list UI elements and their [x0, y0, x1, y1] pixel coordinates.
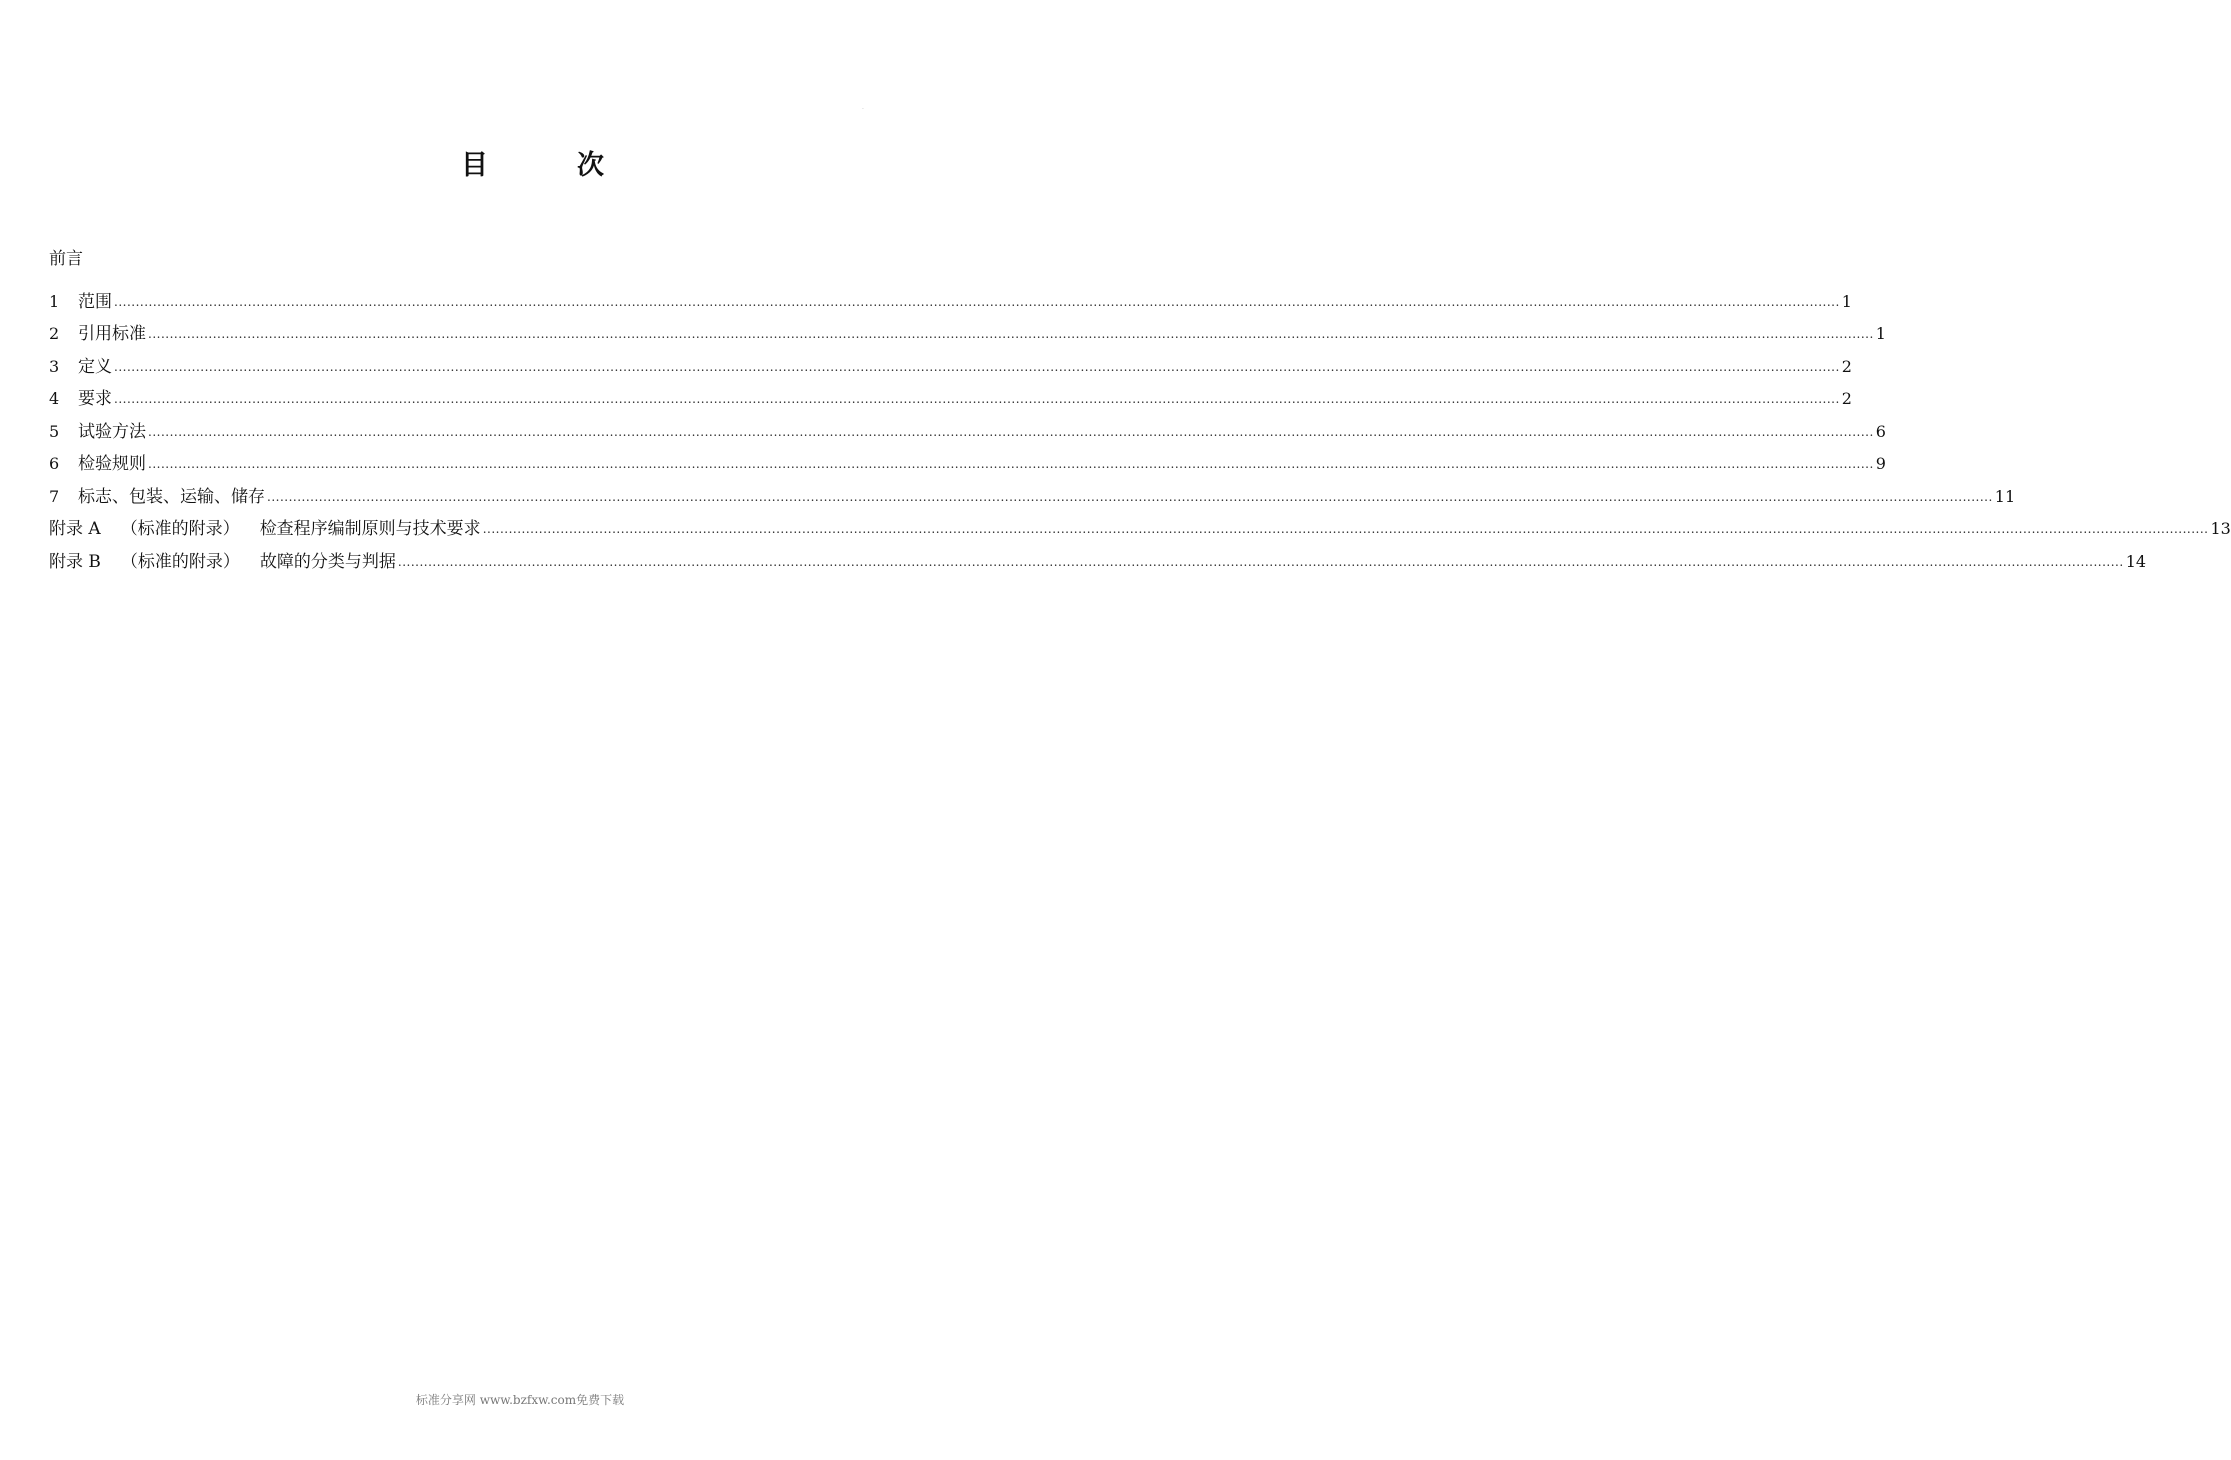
toc-entry-number: 1: [49, 291, 60, 311]
toc-entry-page: 1: [1875, 324, 1886, 343]
leader-dots: ................................................................................................................................................................................................................................................................................................................................................................................................................: [267, 489, 1993, 504]
toc-preface[interactable]: 前言: [49, 249, 83, 269]
appendix-page: 14: [2125, 551, 2147, 571]
scan-mark: .: [862, 104, 864, 111]
title-char-1: 目: [461, 150, 488, 181]
toc-entry-number: 4: [49, 389, 60, 408]
toc-entry-3[interactable]: [49, 344, 1852, 377]
page-title: [0, 143, 950, 183]
toc-entry-label: 要求: [78, 389, 112, 409]
leader-dots: ................................................................................................................................................................................................................................................................................................................................................................................................................: [148, 327, 1874, 341]
toc-entry-page: 11: [1994, 486, 2016, 506]
appendix-prefix: 附录 A: [49, 519, 101, 539]
toc-appendix-a[interactable]: [49, 507, 2231, 540]
toc-entry-page: 9: [1875, 454, 1886, 473]
toc-entry-number: 5: [49, 421, 60, 441]
leader-dots: ................................................................................................................................................................................................................................................................................................................................................................................................................: [114, 392, 1840, 406]
toc-entry-page: 1: [1841, 291, 1852, 311]
appendix-page: 13: [2210, 519, 2231, 538]
appendix-label: 检查程序编制原则与技术要求: [259, 519, 481, 539]
appendix-prefix: 附录 B: [49, 551, 101, 572]
leader-dots: ................................................................................................................................................................................................................................................................................................................................................................................................................: [148, 424, 1874, 439]
toc-entry-number: 2: [49, 324, 60, 343]
appendix-kind: （标准的附录）: [120, 519, 240, 539]
toc-entry-number: 7: [49, 486, 60, 506]
toc-entry-label: 标志、包装、运输、储存: [78, 486, 265, 507]
appendix-label: 故障的分类与判据: [259, 551, 396, 572]
toc-entry-page: 6: [1875, 421, 1886, 441]
toc-entry-number: 6: [49, 454, 60, 473]
toc-entry-6[interactable]: [49, 442, 1886, 475]
toc-entry-page: 2: [1841, 356, 1852, 376]
leader-dots: ................................................................................................................................................................................................................................................................................................................................................................................................................: [114, 294, 1840, 309]
toc-entry-number: 3: [49, 356, 60, 376]
toc-entry-2[interactable]: [49, 312, 1886, 345]
toc-entry-label: 定义: [78, 356, 112, 377]
footer-watermark-text: 标准分享网 www.bzfxw.com免费下载: [415, 1393, 625, 1407]
toc-entry-label: 引用标准: [78, 324, 146, 344]
page-footer: [0, 1391, 950, 1408]
toc-entry-label: 检验规则: [78, 454, 146, 474]
appendix-kind: （标准的附录）: [120, 551, 240, 572]
leader-dots: ................................................................................................................................................................................................................................................................................................................................................................................................................: [397, 554, 2124, 569]
leader-dots: ................................................................................................................................................................................................................................................................................................................................................................................................................: [482, 522, 2209, 536]
toc-entry-label: 试验方法: [78, 421, 146, 442]
toc-entry-label: 范围: [78, 291, 112, 312]
title-char-2: 次: [577, 150, 604, 181]
table-of-contents: [49, 246, 2231, 572]
toc-entry-7[interactable]: [49, 474, 2016, 507]
toc-appendix-b[interactable]: [49, 539, 2147, 572]
toc-entry-page: 2: [1841, 389, 1852, 408]
toc-entry-5[interactable]: [49, 409, 1886, 442]
toc-entry-1[interactable]: [49, 279, 1852, 312]
toc-entry-4[interactable]: [49, 377, 1852, 410]
leader-dots: ................................................................................................................................................................................................................................................................................................................................................................................................................: [148, 457, 1874, 471]
leader-dots: ................................................................................................................................................................................................................................................................................................................................................................................................................: [114, 359, 1840, 374]
